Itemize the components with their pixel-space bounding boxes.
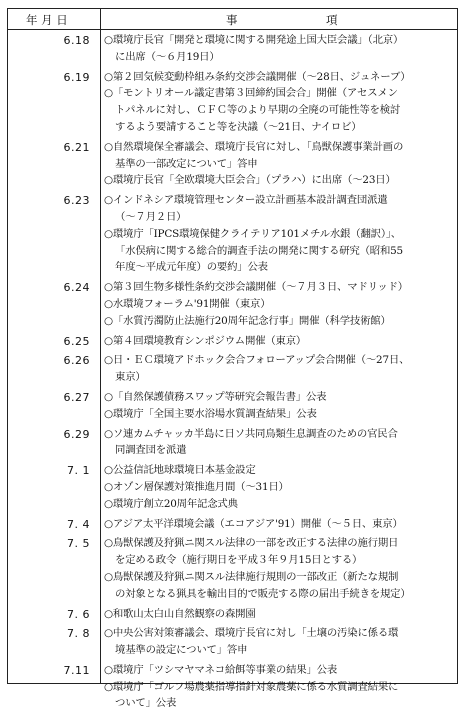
row-date: 7. 1 bbox=[67, 464, 90, 478]
row-entries bbox=[104, 606, 449, 623]
row-date: 6.25 bbox=[63, 334, 90, 348]
row-date: 7. 4 bbox=[67, 517, 90, 531]
header-event-2: 項 bbox=[326, 13, 338, 27]
row-date: 6.27 bbox=[63, 390, 90, 404]
header-date: 年 月 日 bbox=[26, 13, 68, 27]
table-row bbox=[8, 389, 457, 423]
event-entry: ○環境庁長官「全欧環境大臣会合」（プラハ）に出席（～23日） bbox=[104, 174, 396, 187]
table-row bbox=[8, 662, 457, 712]
row-entries bbox=[104, 535, 449, 602]
table-row bbox=[8, 625, 457, 659]
event-entry: ○環境庁「IPCS環境保健クライテリア101メチル水銀（翻訳）」、 「水俣病に関する総合的調査手法の開発に関する研究（昭和55 年度～平成元年度）の要約」公表 bbox=[104, 227, 403, 274]
row-date: 6.24 bbox=[63, 281, 90, 295]
table-header bbox=[8, 9, 457, 30]
row-date: 7. 5 bbox=[67, 537, 90, 551]
event-entry: ○アジア太平洋環境会議（エコアジア'91）開催（～５日、東京） bbox=[104, 517, 403, 530]
event-entry: ○オゾン層保護対策推進月間（～31日） bbox=[104, 480, 289, 493]
row-entries bbox=[104, 352, 449, 386]
row-entries bbox=[104, 662, 449, 712]
row-date: 7. 6 bbox=[67, 607, 90, 621]
event-entry: ○鳥獣保護及狩猟ニ関スル法律の一部を改正する法律の施行期日 を定める政令（施行期日を平成３年９月15日とする） bbox=[104, 537, 399, 567]
event-entry: ○「水質汚濁防止法施行20周年記念行事」開催（科学技術館） bbox=[104, 314, 391, 327]
table-row bbox=[8, 516, 457, 533]
row-date: 6.19 bbox=[63, 70, 90, 84]
row-entries bbox=[104, 516, 449, 533]
table-row bbox=[8, 192, 457, 276]
row-entries bbox=[104, 279, 449, 329]
row-entries bbox=[104, 139, 449, 189]
table-row bbox=[8, 69, 457, 136]
event-entry: ○環境庁長官「開発と環境に関する開発途上国大臣会議」（北京） に出席（～６月19日） bbox=[104, 34, 404, 63]
event-entry: ○公益信託地球環境日本基金設定 bbox=[104, 464, 256, 477]
event-entry: ○インドネシア環境管理センター設立計画基本設計調査団派遣 （～７月２日） bbox=[104, 194, 388, 223]
event-entry: ○第３回生物多様性条約交渉会議開催（～７月３日、マドリッド） bbox=[104, 281, 408, 294]
event-entry: ○第４回環境教育シンポジウム開催（東京） bbox=[104, 334, 307, 347]
table-row bbox=[8, 535, 457, 602]
row-entries bbox=[104, 625, 449, 659]
row-date: 7. 8 bbox=[67, 627, 90, 641]
table-row bbox=[8, 606, 457, 623]
row-date: 6.18 bbox=[63, 34, 90, 47]
row-date: 6.26 bbox=[63, 354, 90, 368]
event-entry: ○水環境フォーラム'91開催（東京） bbox=[104, 297, 271, 310]
table-row bbox=[8, 426, 457, 460]
row-date: 7.11 bbox=[63, 663, 90, 677]
row-entries bbox=[104, 32, 449, 66]
row-entries bbox=[104, 69, 449, 136]
row-entries bbox=[104, 426, 449, 460]
table-row bbox=[8, 139, 457, 189]
event-entry: ○中央公害対策審議会、環境庁長官に対し「土壌の汚染に係る環 境基準の設定について」答申 bbox=[104, 627, 399, 657]
table-row bbox=[8, 32, 457, 66]
row-date: 6.23 bbox=[63, 194, 90, 208]
header-event-1: 事 bbox=[226, 13, 238, 27]
row-entries bbox=[104, 192, 449, 276]
event-entry: ○環境庁創立20周年記念式典 bbox=[104, 497, 238, 510]
table-row bbox=[8, 279, 457, 329]
event-entry: ○「モントリオール議定書第３回締約国会合」開催（アセスメン トパネルに対し、ＣＦＣ等のより早期の全廃の可能性等を検討 するよう要請すること等を決議（～21日、ナイロビ） bbox=[104, 87, 401, 133]
event-entry: ○鳥獣保護及狩猟ニ関スル法律施行規則の一部改正（新たな規制 の対象となる猟具を輸出目的で販売する際の届出手続きを規定） bbox=[104, 570, 411, 600]
table-row bbox=[8, 352, 457, 386]
row-entries bbox=[104, 462, 449, 512]
row-entries bbox=[104, 389, 449, 423]
row-date: 6.29 bbox=[63, 427, 90, 441]
table-row bbox=[8, 333, 457, 350]
event-entry: ○「自然保護債務スワップ等研究会報告書」公表 bbox=[104, 390, 327, 403]
event-entry: ○自然環境保全審議会、環境庁長官に対し、「鳥獣保護事業計画の 基準の一部改定について」答申 bbox=[104, 140, 404, 170]
event-entry: ○第２回気候変動枠組み条約交渉会議開催（～28日、ジュネーブ） bbox=[104, 70, 411, 83]
event-entry: ○日・ＥＣ環境アドホック会合フォローアップ会合開催（～27日、 東京） bbox=[104, 354, 410, 384]
chronology-table bbox=[7, 8, 458, 710]
table-row bbox=[8, 462, 457, 512]
event-entry: ○環境庁「ツシマヤマネコ給餌等事業の結果」公表 bbox=[104, 663, 338, 676]
event-entry: ○ソ連カムチャッカ半島に日ソ共同鳥類生息調査のための官民合 同調査団を派遣 bbox=[104, 427, 398, 457]
event-entry: ○環境庁「ゴルフ場農薬指導指針対象農薬に係る水質調査結果に ついて」公表 bbox=[104, 680, 399, 710]
row-entries bbox=[104, 333, 449, 350]
event-entry: ○和歌山太白山自然観察の森開園 bbox=[104, 607, 256, 620]
table-body bbox=[8, 32, 457, 712]
event-entry: ○環境庁「全国主要水浴場水質調査結果」公表 bbox=[104, 407, 317, 420]
row-date: 6.21 bbox=[63, 140, 90, 154]
